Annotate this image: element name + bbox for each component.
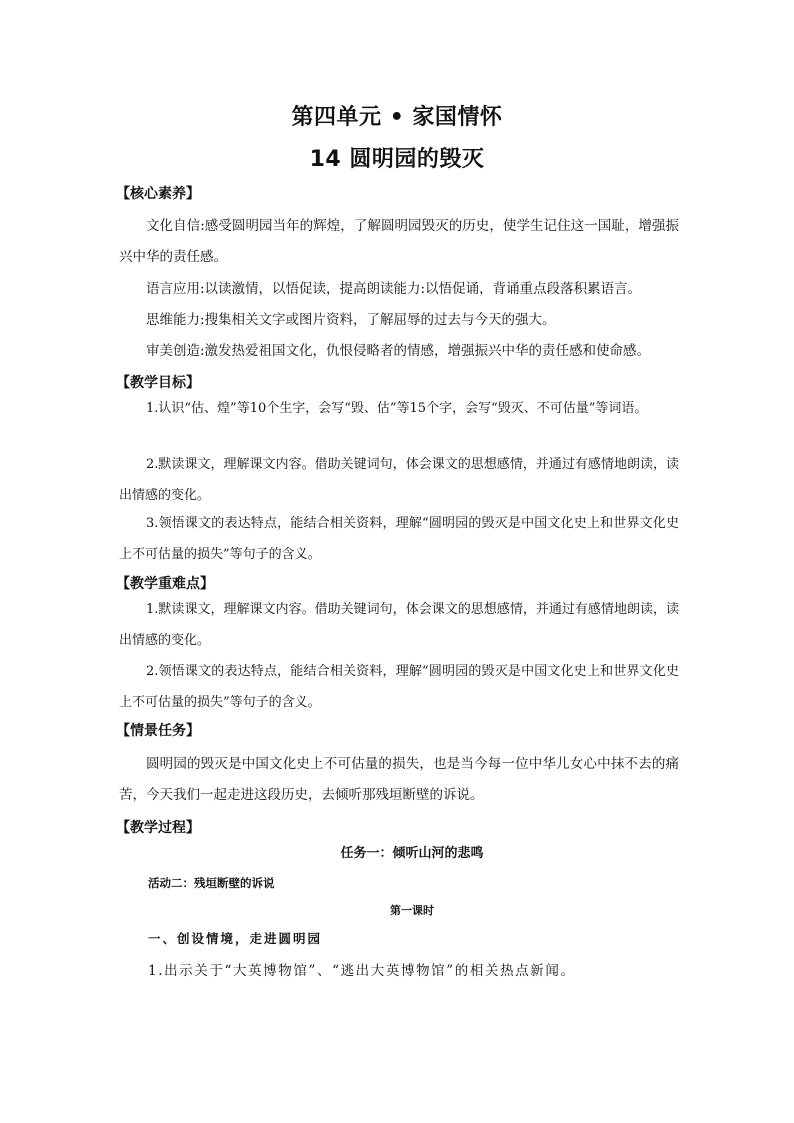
section-heading-teaching-goals: 【教学目标】 xyxy=(116,375,200,391)
core-literacy-paragraph-4: 审美创造:激发热爱祖国文化，仇恨侵略者的情感，增强振兴中华的责任感和使命感。 xyxy=(146,343,651,359)
step-item-1: 1.出示关于“大英博物馆”、“逃出大英博物馆”的相关热点新闻。 xyxy=(148,963,576,979)
step-title: 一、创设情境，走进圆明园 xyxy=(148,931,323,946)
section-heading-core-literacy: 【核心素养】 xyxy=(116,186,200,202)
core-literacy-paragraph-3: 思维能力:搜集相关文字或图片资料，了解屈辱的过去与今天的强大。 xyxy=(146,312,556,328)
teaching-goal-2: 2.默读课文，理解课文内容。借助关键词句，体会课文的思想感情，并通过有感情地朗读，读出情感的变化。 xyxy=(119,457,679,503)
core-literacy-paragraph-2: 语言应用:以读激情，以悟促读，提高朗读能力:以悟促诵，背诵重点段落积累语言。 xyxy=(146,281,642,297)
section-heading-key-points: 【教学重难点】 xyxy=(116,576,214,592)
key-point-1: 1.默读课文，理解课文内容。借助关键词句，体会课文的思想感情，并通过有感情地朗读，读出情感的变化。 xyxy=(119,602,679,648)
activity-title: 活动二：残垣断壁的诉说 xyxy=(148,876,275,890)
teaching-goal-3: 3.领悟课文的表达特点，能结合相关资料，理解“圆明园的毁灭是中国文化史上和世界文化史上不可估量的损失”等句子的含义。 xyxy=(119,516,679,562)
teaching-goal-1: 1.认识“估、煌”等10个生字，会写“毁、估”等15个字，会写“毁灭、不可估量”等词语。 xyxy=(146,401,648,416)
section-heading-scenario-task: 【情景任务】 xyxy=(116,723,200,739)
scenario-task-paragraph: 圆明园的毁灭是中国文化史上不可估量的损失，也是当今每一位中华儿女心中抹不去的痛苦，今天我们一起走进这段历史，去倾听那残垣断壁的诉说。 xyxy=(119,756,679,803)
key-point-2: 2.领悟课文的表达特点，能结合相关资料，理解“圆明园的毁灭是中国文化史上和世界文化史上不可估量的损失”等句子的含义。 xyxy=(119,664,679,710)
task-title: 任务一：倾听山河的悲鸣 xyxy=(340,846,484,861)
lesson-title: 14 圆明园的毁灭 xyxy=(309,147,485,172)
unit-title: 第四单元 • 家国情怀 xyxy=(291,105,503,130)
lesson-period: 第一课时 xyxy=(390,904,434,917)
section-heading-teaching-process: 【教学过程】 xyxy=(116,820,200,836)
core-literacy-paragraph-1: 文化自信:感受圆明园当年的辉煌，了解圆明园毁灭的历史，使学生记住这一国耻，增强振兴中华的责任感。 xyxy=(119,218,679,265)
